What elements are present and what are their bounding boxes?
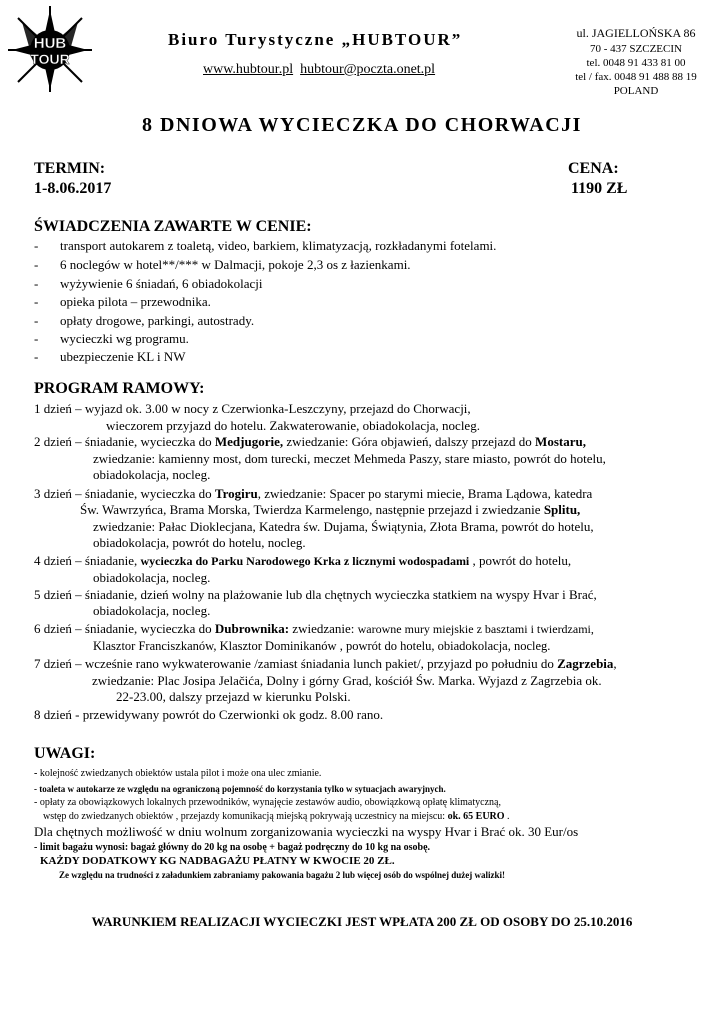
benefits-heading: ŚWIADCZENIA ZAWARTE W CENIE: — [34, 218, 312, 235]
program-day5-line1: 5 dzień – śniadanie, dzień wolny na plażowanie lub dla chętnych wycieczka statkiem na wyspy Hvar i Brać, — [34, 587, 597, 602]
address-phone: tel. 0048 91 433 81 00 — [586, 57, 686, 69]
address-city: 70 - 437 SZCZECIN — [590, 43, 682, 55]
program-day4-line2: obiadokolacja, nocleg. — [93, 570, 211, 585]
contact-links — [203, 62, 435, 78]
page-title: 8 DNIOWA WYCIECZKA DO CHORWACJI — [142, 114, 582, 136]
address-country: POLAND — [613, 85, 659, 97]
program-day8-line1: 8 dzień - przewidywany powrót do Czerwionki ok godz. 8.00 rano. — [34, 707, 384, 722]
cena-value: 1190 ZŁ — [571, 180, 628, 197]
note-1: - kolejność zwiedzanych obiektów ustala pilot i może ona ulec zmianie. — [34, 768, 322, 779]
list-item: - wycieczki wg programu. — [34, 331, 189, 346]
address-fax: tel / fax. 0048 91 488 88 19 — [575, 71, 697, 83]
list-item: - transport autokarem z toaletą, video, barkiem, klimatyzacją, rozkładanymi fotelami. — [34, 238, 497, 253]
list-item: - opłaty drogowe, parkingi, autostrady. — [34, 313, 255, 328]
program-day4-line1: 4 dzień – śniadanie, wycieczka do Parku Narodowego Krka z licznymi wodospadami , powrót do hotelu, — [34, 553, 572, 568]
note-3-line2: wstęp do zwiedzanych obiektów , przejazdy komunikacją miejską pokrywają uczestnicy na miejscu: ok. 65 EURO . — [43, 811, 510, 822]
note-5: - limit bagażu wynosi: bagaż główny do 20 kg na osobę + bagaż podręczny do 10 kg na osobę. — [34, 842, 431, 853]
program-day7-line1: 7 dzień – wcześnie rano wykwaterowanie /zamiast śniadania lunch pakiet/, przyjazd po południu do Zagrzebia, — [34, 656, 617, 671]
website-link[interactable]: www.hubtour.pl — [203, 62, 294, 77]
notes-heading: UWAGI: — [34, 745, 96, 762]
program-day1-line2: wieczorem przyjazd do hotelu. Zakwaterowanie, obiadokolacja, nocleg. — [106, 418, 480, 433]
note-3-line1: - opłaty za obowiązkowych lokalnych przewodników, wynajęcie zestawów audio, obowiązkową opłatę klimatyczną, — [34, 797, 501, 808]
agency-name: Biuro Turystyczne „HUBTOUR” — [168, 30, 463, 49]
program-day3-line1: 3 dzień – śniadanie, wycieczka do Trogiru, zwiedzanie: Spacer po starymi miecie, Brama Lądowa, katedra — [34, 486, 593, 501]
payment-condition: WARUNKIEM REALIZACJI WYCIECZKI JEST WPŁATA 200 ZŁ OD OSOBY DO 25.10.2016 — [91, 914, 633, 929]
list-item: - opieka pilota – przewodnika. — [34, 294, 211, 309]
program-day2-line1: 2 dzień – śniadanie, wycieczka do Medjugorie, zwiedzanie: Góra objawień, dalszy przejazd do Mostaru, — [34, 434, 586, 449]
note-6: KAŻDY DODATKOWY KG NADBAGAŻU PŁATNY W KWOCIE 20 ZŁ. — [40, 855, 395, 867]
program-day7-line3: 22-23.00, dalszy przejazd w kierunku Polski. — [116, 689, 351, 704]
list-item: - ubezpieczenie KL i NW — [34, 349, 186, 364]
list-item: - wyżywienie 6 śniadań, 6 obiadokolacji — [34, 276, 263, 291]
note-2: - toaleta w autokarze ze względu na ograniczoną pojemność do korzystania tylko w sytuacjach awaryjnych. — [34, 784, 446, 794]
program-day3-line4: obiadokolacja, powrót do hotelu, nocleg. — [93, 535, 306, 550]
email-link[interactable]: hubtour@poczta.onet.pl — [300, 62, 436, 77]
cena-label: CENA: — [568, 160, 619, 177]
star-logo-icon — [6, 4, 94, 94]
address-street: ul. JAGIELLOŃSKA 86 — [576, 26, 696, 40]
program-heading: PROGRAM RAMOWY: — [34, 380, 205, 397]
logo-text-tour: TOUR — [30, 51, 70, 67]
program-day3-line3: zwiedzanie: Pałac Dioklecjana, Katedra św. Dujama, Świątynia, Złota Brama, powrót do hotelu, — [93, 519, 594, 534]
program-day6-line2: Klasztor Franciszkanów, Klasztor Dominikanów , powrót do hotelu, obiadokolacja, nocleg. — [93, 639, 551, 653]
logo-text-hub: HUB — [33, 35, 67, 52]
program-day2-line2: zwiedzanie: kamienny most, dom turecki, meczet Mehmeda Paszy, stare miasto, powrót do hotelu, — [93, 451, 606, 466]
list-item: - 6 noclegów w hotel**/*** w Dalmacji, pokoje 2,3 os z łazienkami. — [34, 257, 411, 272]
note-7: Ze względu na trudności z załadunkiem zabraniamy pakowania bagażu 2 lub więcej osób do wspólnej dużej walizki! — [59, 870, 506, 880]
hubtour-logo — [6, 4, 94, 94]
program-day5-line2: obiadokolacja, nocleg. — [93, 603, 211, 618]
program-day7-line2: zwiedzanie: Plac Josipa Jelačića, Dolny i górny Grad, kościół Św. Marka. Wyjazd z Zagrzebia ok. — [92, 673, 602, 688]
program-day6-line1: 6 dzień – śniadanie, wycieczka do Dubrownika: zwiedzanie: warowne mury miejskie z basztami i twierdzami, — [34, 621, 594, 636]
program-day2-line3: obiadokolacja, nocleg. — [93, 467, 211, 482]
termin-label: TERMIN: — [34, 160, 106, 177]
termin-value: 1-8.06.2017 — [34, 180, 112, 197]
program-day3-line2: Św. Wawrzyńca, Brama Morska, Twierdza Karmelengo, następnie przejazd i zwiedzanie Splitu, — [80, 502, 581, 517]
note-4: Dla chętnych możliwość w dniu wolnum zorganizowania wycieczki na wyspy Hvar i Brać ok. 30 Eur/os — [34, 824, 579, 839]
program-day1-line1: 1 dzień – wyjazd ok. 3.00 w nocy z Czerwionka-Leszczyny, przejazd do Chorwacji, — [34, 401, 471, 416]
